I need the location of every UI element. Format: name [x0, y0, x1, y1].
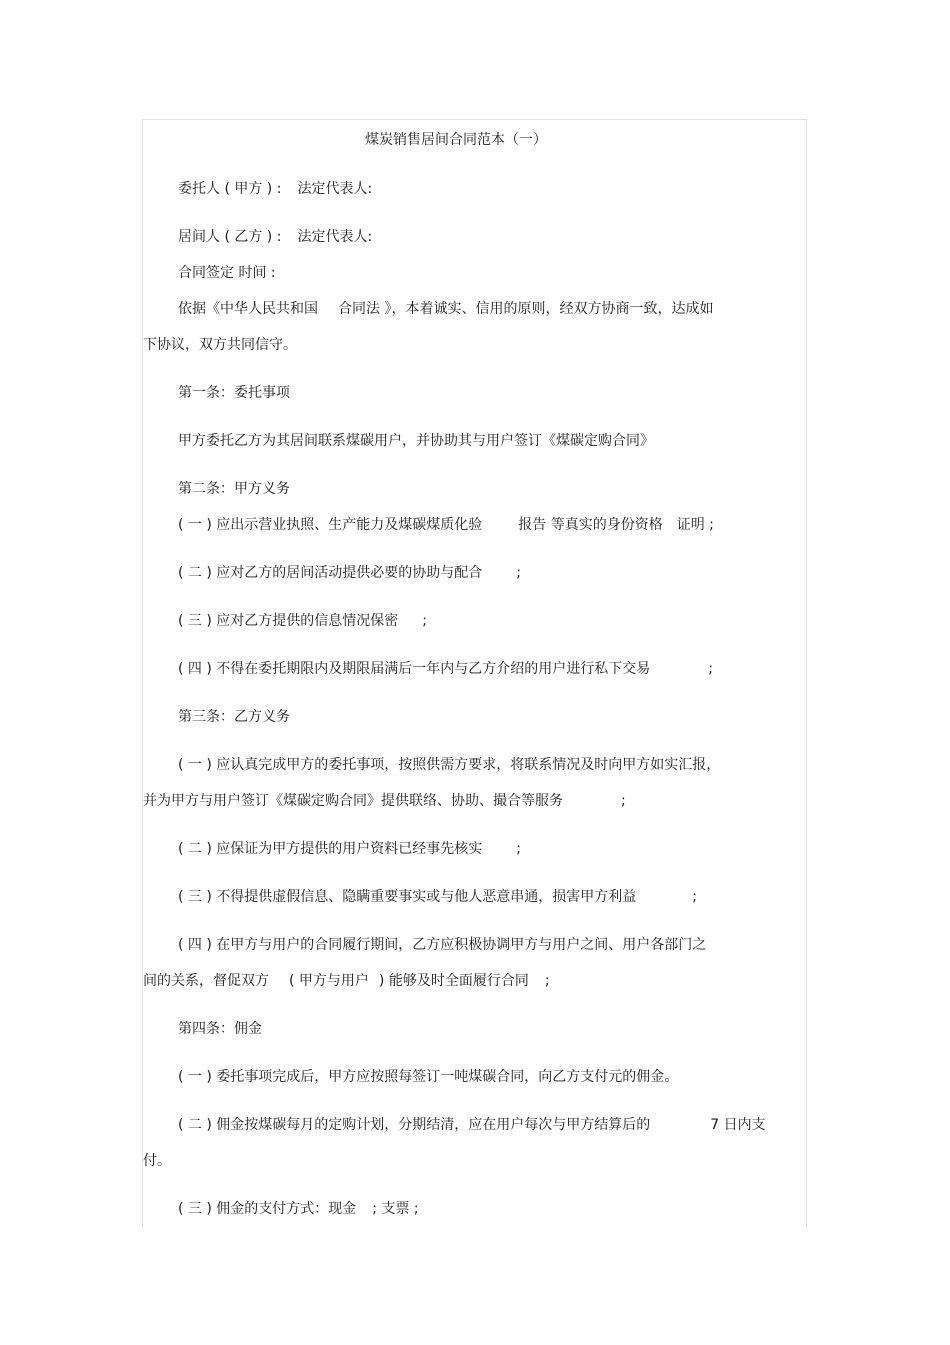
article3-item2: [178, 840, 521, 858]
article2-item3: [178, 612, 427, 630]
sign-time: 合同签定 时间 :: [178, 265, 276, 281]
article2-item4-b: ;: [708, 661, 713, 677]
article3-item3-a: ( 三 ) 不得提供虚假信息、隐瞒重要事实或与他人恶意串通，损害甲方利益: [178, 889, 637, 905]
article4-item1: ( 一 ) 委托事项完成后，甲方应按照每签订一吨煤碳合同，向乙方支付元的佣金。: [178, 1069, 679, 1085]
article4-item3-b: ; 支票 ;: [372, 1201, 419, 1217]
article2-item1-b: 报告 等真实的身份资格: [518, 517, 663, 533]
entrust-rep: 法定代表人:: [297, 181, 373, 197]
article3-item3: [178, 888, 697, 906]
article2-item3-b: ;: [422, 613, 427, 629]
article4-heading: 第四条：佣金: [178, 1021, 262, 1037]
article3-item4-line2: [143, 972, 550, 990]
party-broker: [178, 228, 372, 246]
article2-item2-a: ( 二 ) 应对乙方的居间活动提供必要的协助与配合: [178, 565, 483, 581]
article3-item4-line2-c: ) 能够及时全面履行合同: [378, 973, 529, 989]
article2-item3-a: ( 三 ) 应对乙方提供的信息情况保密: [178, 613, 399, 629]
article4-item3-a: ( 三 ) 佣金的支付方式：现金: [178, 1201, 357, 1217]
article2-item2-b: ;: [516, 565, 521, 581]
entrust-label: 委托人 ( 甲方 ) :: [178, 181, 282, 197]
article3-item4-line2-a: 间的关系，督促双方: [143, 973, 269, 989]
article3-item2-b: ;: [516, 841, 521, 857]
article1-heading: 第一条：委托事项: [178, 385, 290, 401]
document-title: 煤炭销售居间合同范本（一）: [365, 132, 547, 148]
article3-item1-line2-b: ;: [621, 793, 626, 809]
preamble-line2: 下协议，双方共同信守。: [143, 337, 297, 353]
article3-item4-line1: ( 四 ) 在甲方与用户的合同履行期间，乙方应积极协调甲方与用户之间、用户各部门之: [178, 937, 707, 953]
preamble-part1: 依据《中华人民共和国: [178, 301, 318, 317]
article4-item2-line2: 付。: [143, 1153, 171, 1169]
article3-item1-line2-a: 并为甲方与用户签订《煤碳定购合同》提供联络、协助、撮合等服务: [143, 793, 563, 809]
preamble-part2: 合同法 》，本着诚实、信用的原则，经双方协商一致，达成如: [338, 301, 714, 317]
article2-heading: 第二条：甲方义务: [178, 481, 290, 497]
article2-item1-c: 证明 ;: [676, 517, 714, 533]
article2-item2: [178, 564, 521, 582]
article3-item1-line1: ( 一 ) 应认真完成甲方的委托事项，按照供需方要求，将联系情况及时向甲方如实汇报，: [178, 757, 721, 773]
article4-item2-line1: [178, 1116, 766, 1134]
article2-item1: [178, 516, 714, 534]
article2-item4: [178, 660, 713, 678]
preamble-line1: [178, 300, 713, 318]
article1-text: 甲方委托乙方为其居间联系煤碳用户，并协助其与用户签订《煤碳定购合同》: [178, 433, 654, 449]
article2-item4-a: ( 四 ) 不得在委托期限内及期限届满后一年内与乙方介绍的用户进行私下交易: [178, 661, 651, 677]
article3-item4-line2-d: ;: [544, 973, 550, 989]
article3-heading: 第三条：乙方义务: [178, 709, 290, 725]
article3-item1-line2: [143, 792, 626, 810]
article3-item2-a: ( 二 ) 应保证为甲方提供的用户资料已经事先核实: [178, 841, 483, 857]
article3-item4-line2-b: ( 甲方与用户: [289, 973, 369, 989]
article4-item3: [178, 1200, 419, 1218]
article4-item2-b: 7 日内支: [710, 1117, 766, 1133]
article2-item1-a: ( 一 ) 应出示营业执照、生产能力及煤碳煤质化验: [178, 517, 483, 533]
article4-item2-a: ( 二 ) 佣金按煤碳每月的定购计划，分期结清，应在用户每次与甲方结算后的: [178, 1117, 651, 1133]
broker-rep: 法定代表人:: [297, 229, 373, 245]
party-entrust: [178, 180, 372, 198]
broker-label: 居间人 ( 乙方 ) :: [178, 229, 282, 245]
article3-item3-b: ;: [692, 889, 697, 905]
